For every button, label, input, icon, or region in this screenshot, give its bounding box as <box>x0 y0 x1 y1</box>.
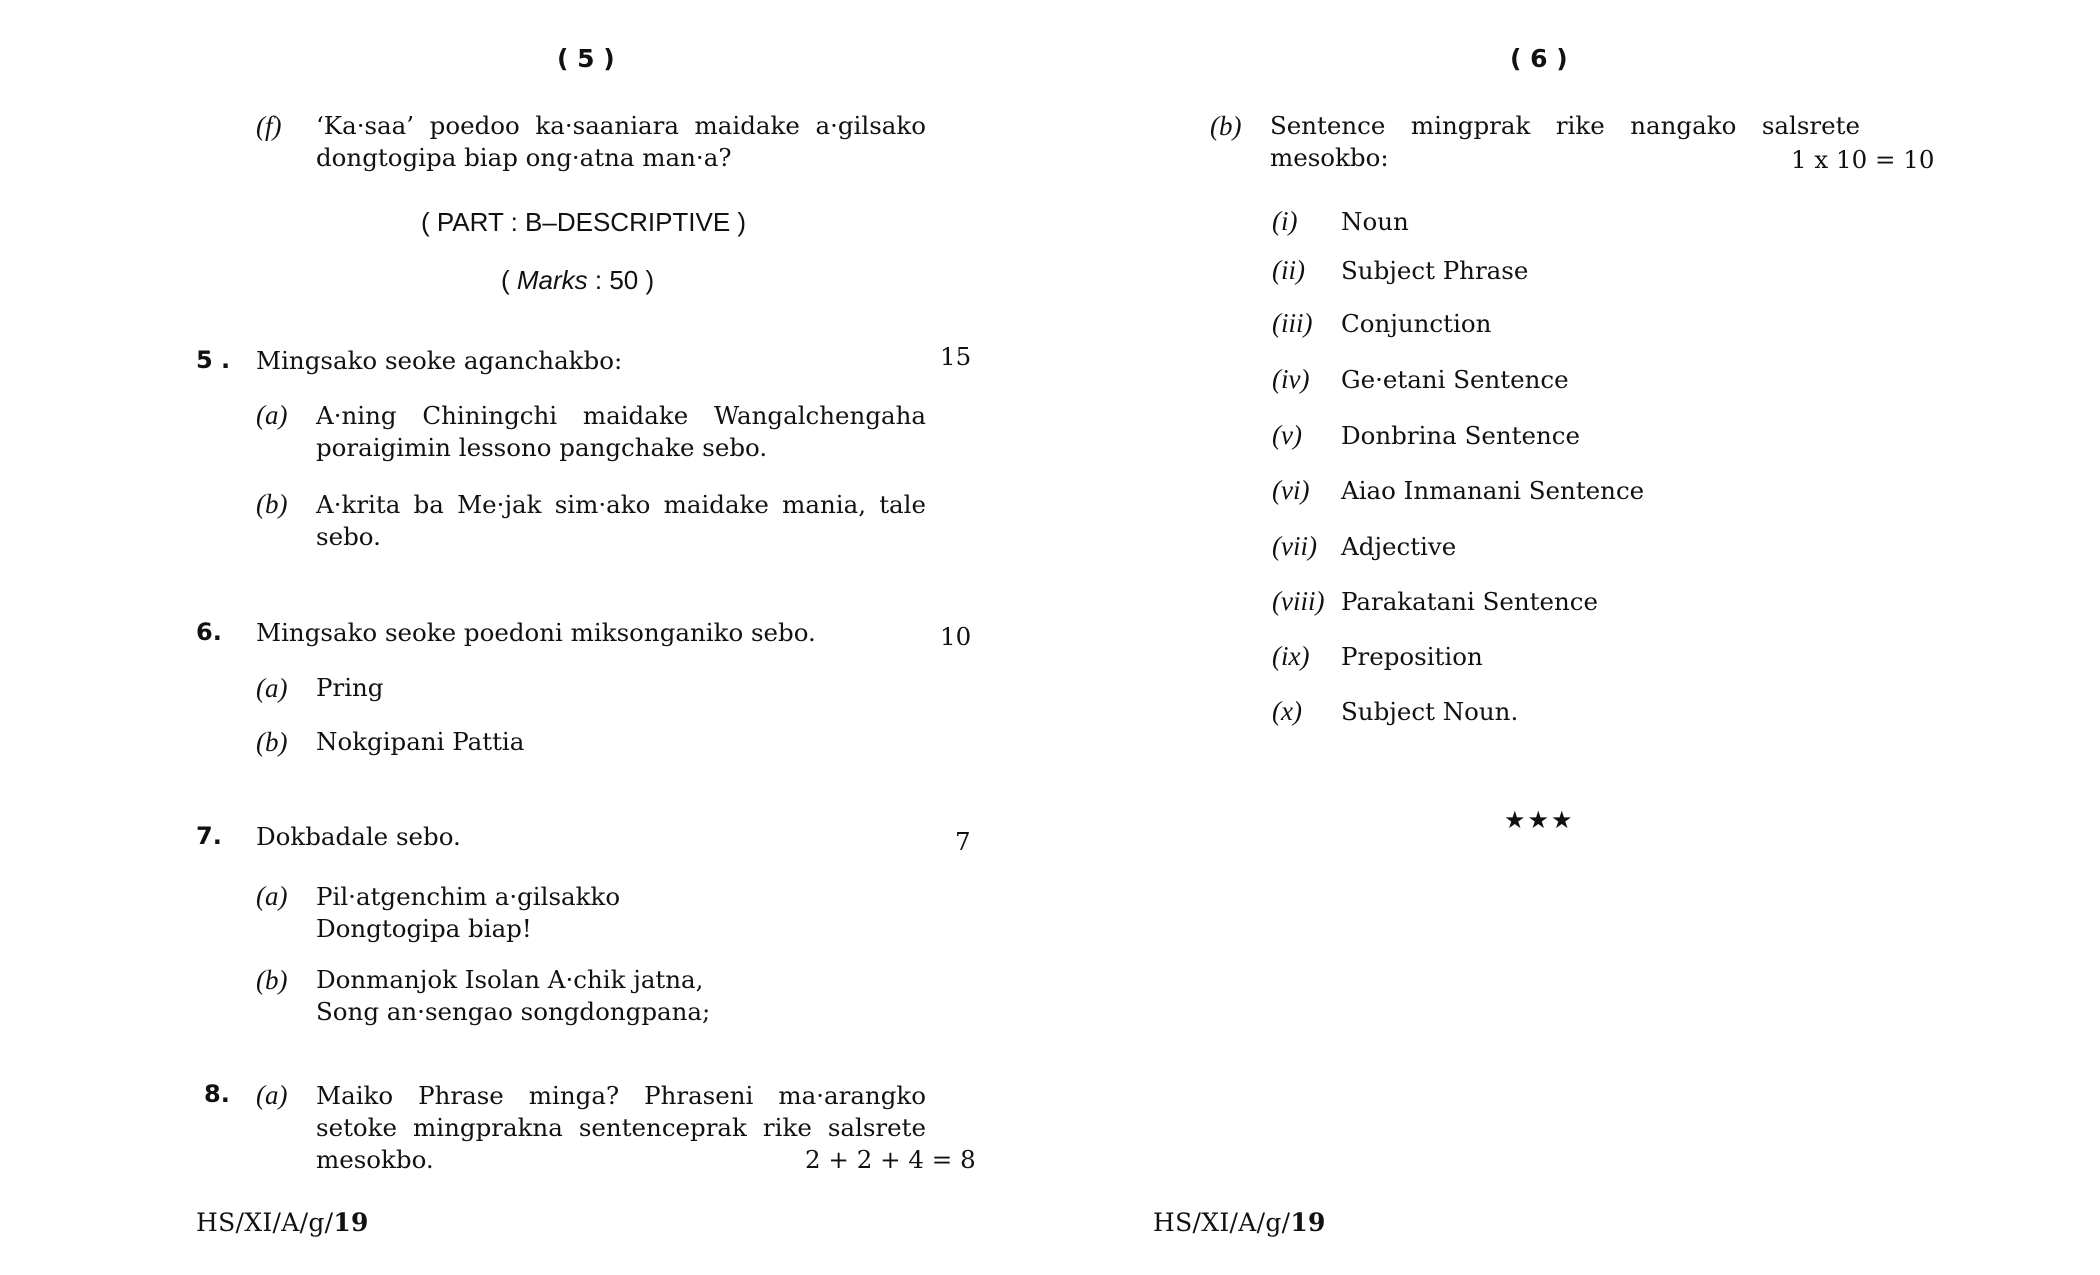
question-b-marks: 1 x 10 = 10 <box>1791 145 1935 174</box>
item-label: (iv) <box>1272 364 1310 394</box>
question-5a-line2: poraigimin lessono pangchake sebo. <box>316 433 768 462</box>
question-5a-line1: A·ning Chiningchi maidake Wangalchengaha <box>316 401 926 430</box>
page-number: ( 5 ) <box>557 44 615 73</box>
item-label: (i) <box>1272 206 1298 236</box>
question-number-7: 7. <box>196 822 222 850</box>
question-b-line2: mesokbo: <box>1270 143 1389 172</box>
item-text: Subject Noun. <box>1341 697 1519 726</box>
question-7b-line2: Song an·sengao songdongpana; <box>316 997 711 1026</box>
item-label: (viii) <box>1272 586 1325 616</box>
item-text: Subject Phrase <box>1341 256 1529 285</box>
item-text: Adjective <box>1341 532 1457 561</box>
question-7a-line2: Dongtogipa biap! <box>316 914 532 943</box>
question-8a-line1: Maiko Phrase minga? Phraseni ma·arangko <box>316 1081 926 1110</box>
question-5b-line2: sebo. <box>316 522 381 551</box>
question-6a-text: Pring <box>316 673 384 702</box>
item-label: (v) <box>1272 420 1302 450</box>
question-5b-label: (b) <box>256 489 288 519</box>
item-label: (ix) <box>1272 641 1310 671</box>
question-number-6: 6. <box>196 618 222 646</box>
footer-code: HS/XI/A/g/19 <box>1153 1208 1326 1237</box>
question-f-line1: ‘Ka·saa’ poedoo ka·saaniara maidake a·gilsako <box>316 111 926 140</box>
question-b-line1: Sentence mingprak rike nangako salsrete <box>1270 111 1860 140</box>
item-text: Preposition <box>1341 642 1483 671</box>
question-7-marks: 7 <box>955 827 971 856</box>
question-6-text: Mingsako seoke poedoni miksonganiko sebo. <box>256 618 816 647</box>
footer-code: HS/XI/A/g/19 <box>196 1208 369 1237</box>
question-5a-label: (a) <box>256 400 288 430</box>
item-text: Conjunction <box>1341 309 1492 338</box>
item-label: (vii) <box>1272 531 1317 561</box>
question-8a-line3: mesokbo. <box>316 1145 434 1174</box>
question-b-label: (b) <box>1210 111 1242 141</box>
item-text: Donbrina Sentence <box>1341 421 1580 450</box>
marks-heading: ( Marks : 50 ) <box>501 265 655 295</box>
question-7a-line1: Pil·atgenchim a·gilsakko <box>316 882 621 911</box>
item-text: Parakatani Sentence <box>1341 587 1599 616</box>
question-number-8: 8. <box>204 1080 230 1108</box>
page-number: ( 6 ) <box>1510 44 1568 73</box>
question-8a-line2: setoke mingprakna sentenceprak rike salsrete <box>316 1113 926 1142</box>
question-6b-text: Nokgipani Pattia <box>316 727 525 756</box>
question-5-marks: 15 <box>940 342 972 371</box>
question-f-line2: dongtogipa biap ong·atna man·a? <box>316 143 732 172</box>
item-label: (ii) <box>1272 255 1305 285</box>
right-page <box>1050 0 2100 1275</box>
question-number-5: 5 . <box>196 346 231 374</box>
question-7b-label: (b) <box>256 965 288 995</box>
item-label: (vi) <box>1272 475 1310 505</box>
part-title: ( PART : B–DESCRIPTIVE ) <box>421 207 747 237</box>
question-6b-label: (b) <box>256 727 288 757</box>
item-text: Noun <box>1341 207 1409 236</box>
item-label: (x) <box>1272 696 1302 726</box>
question-label-f: (f) <box>256 111 282 141</box>
end-stars-icon: ★★★ <box>1504 806 1575 834</box>
question-5-text: Mingsako seoke aganchakbo: <box>256 346 623 375</box>
question-6a-label: (a) <box>256 673 288 703</box>
question-8a-label: (a) <box>256 1080 288 1110</box>
item-label: (iii) <box>1272 308 1313 338</box>
question-7-text: Dokbadale sebo. <box>256 822 461 851</box>
question-7a-label: (a) <box>256 881 288 911</box>
question-6-marks: 10 <box>940 622 972 651</box>
item-text: Aiao Inmanani Sentence <box>1341 476 1645 505</box>
question-5b-line1: A·krita ba Me·jak sim·ako maidake mania, tale <box>316 490 926 519</box>
question-8-marks: 2 + 2 + 4 = 8 <box>805 1145 976 1174</box>
question-7b-line1: Donmanjok Isolan A·chik jatna, <box>316 965 704 994</box>
item-text: Ge·etani Sentence <box>1341 365 1569 394</box>
